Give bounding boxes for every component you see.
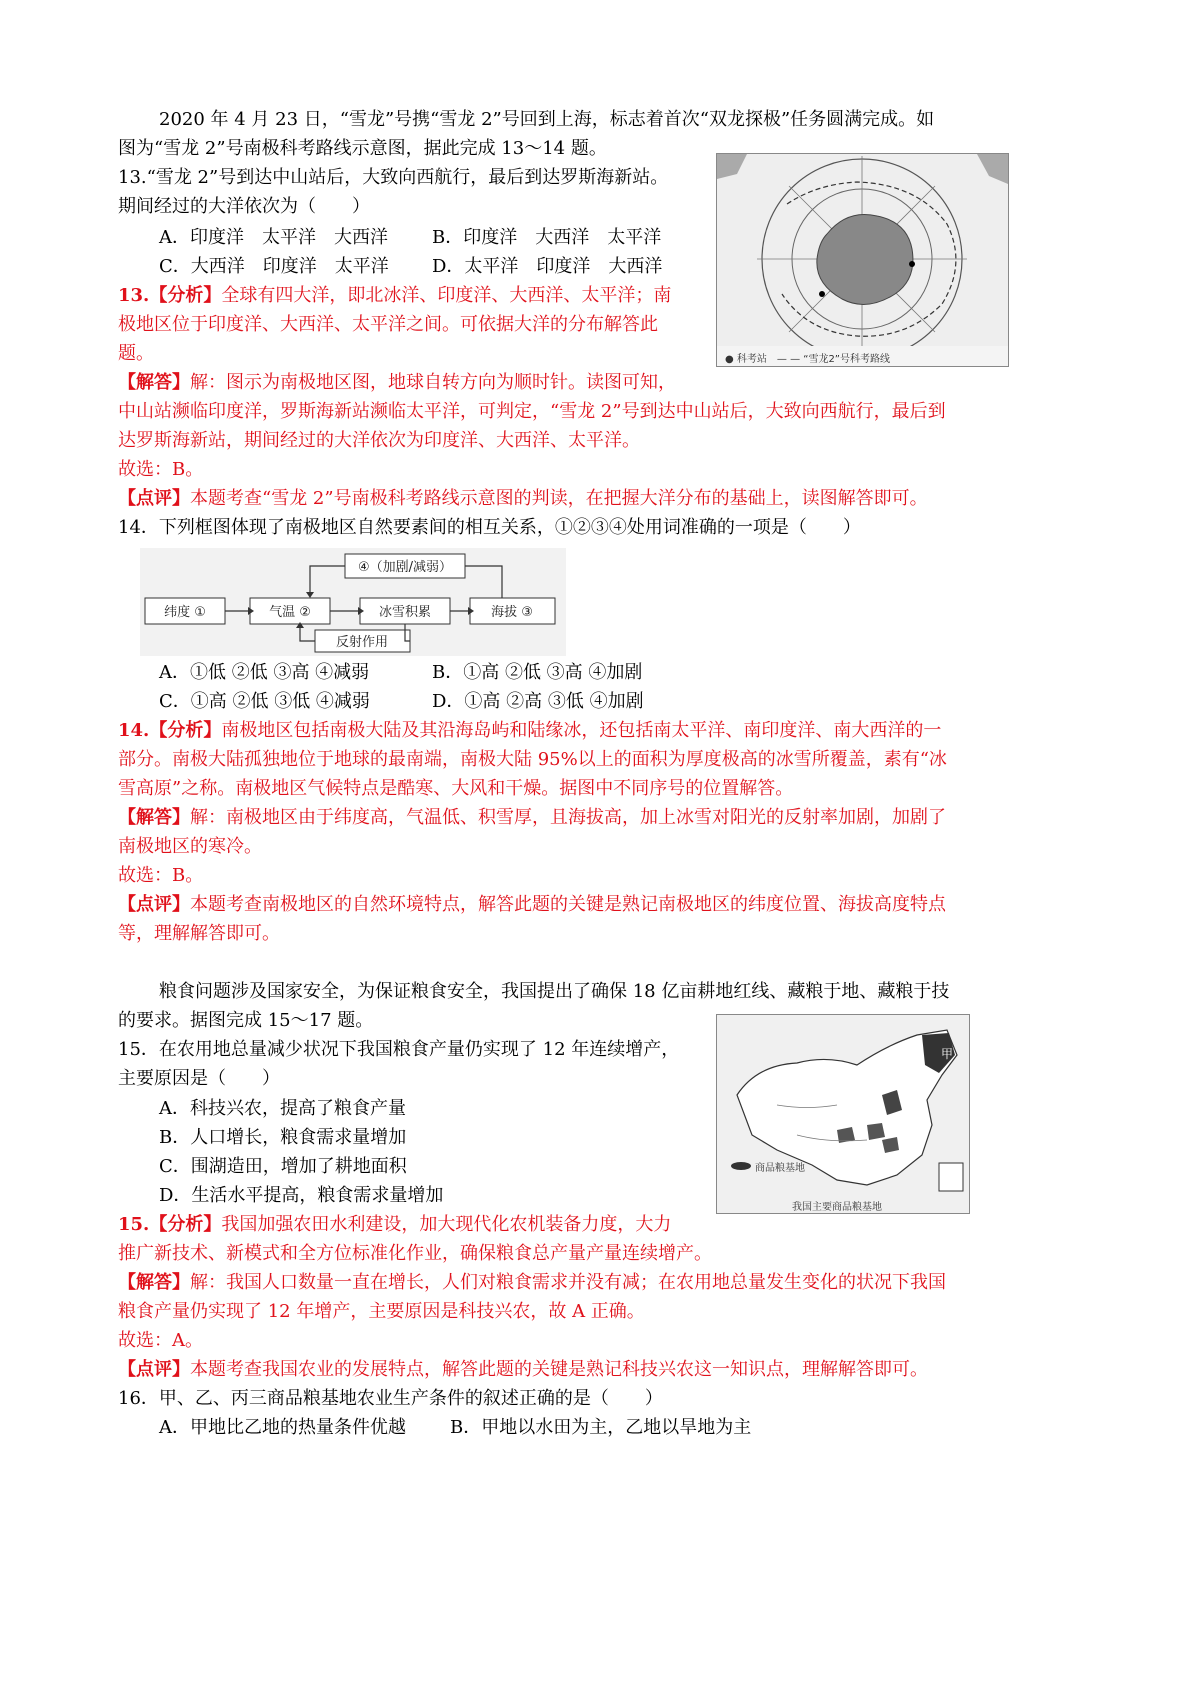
analysis-text: 14.【分析】南极地区包括南极大陆及其沿海岛屿和陆缘冰，还包括南太平洋、南印度洋、南大西洋的一 (118, 720, 942, 741)
answer-tag: 【解答】 (118, 1272, 190, 1293)
diagram-box-latitude: 纬度 ① (164, 605, 206, 620)
review-text: 【点评】本题考查“雪龙 2”号南极科考路线示意图的判读，在把握大洋分布的基础上，读图解答即可。 (118, 488, 928, 509)
intro-text: 的要求。据图完成 15～17 题。 (118, 1010, 374, 1031)
china-grain-base-map (716, 1014, 970, 1214)
analysis-tag: 13.【分析】 (118, 285, 222, 306)
analysis-text: 13.【分析】全球有四大洋，即北冰洋、印度洋、大西洋、太平洋；南 (118, 285, 672, 306)
option-c: C．围湖造田，增加了耕地面积 (159, 1156, 407, 1177)
diagram-box-ice: 冰雪积累 (378, 605, 432, 620)
option-b: B．①高 ②低 ③高 ④加剧 (432, 662, 643, 683)
intro-text: 图为“雪龙 2”号南极科考路线示意图，据此完成 13～14 题。 (118, 138, 607, 159)
diagram-feedback-label: 反射作用 (335, 635, 389, 650)
china-map-graphic (717, 1015, 969, 1213)
option-d: D．太平洋 印度洋 大西洋 (432, 256, 663, 277)
analysis-text: 题。 (118, 343, 154, 364)
map-legend: 商品粮基地 (755, 1163, 805, 1174)
answer-tag: 【解答】 (118, 807, 190, 828)
question-stem: 13.“雪龙 2”号到达中山站后，大致向西航行，最后到达罗斯海新站。 (118, 167, 669, 188)
choice-text: 故选：B。 (118, 459, 204, 480)
question-stem: 16．甲、乙、丙三商品粮基地农业生产条件的叙述正确的是（ ） (118, 1388, 663, 1409)
option-c: C．大西洋 印度洋 太平洋 (159, 256, 389, 277)
map-caption: 我国主要商品粮基地 (792, 1202, 882, 1213)
answer-text: 达罗斯海新站，期间经过的大洋依次为印度洋、大西洋、太平洋。 (118, 430, 640, 451)
map-legend: ● 科考站 — — “雪龙2”号科考路线 (725, 354, 890, 365)
analysis-tag: 14.【分析】 (118, 720, 222, 741)
option-d: D．①高 ②高 ③低 ④加剧 (432, 691, 644, 712)
option-a: A．①低 ②低 ③高 ④减弱 (159, 662, 370, 683)
option-b: B．印度洋 大西洋 太平洋 (432, 227, 662, 248)
option-b: B．甲地以水田为主，乙地以旱地为主 (450, 1417, 752, 1438)
answer-text: 【解答】解：图示为南极地区图，地球自转方向为顺时针。读图可知， (118, 372, 676, 393)
analysis-tag: 15.【分析】 (118, 1214, 222, 1235)
answer-text: 【解答】解：南极地区由于纬度高，气温低、积雪厚，且海拔高，加上冰雪对阳光的反射率加剧，加剧了 (118, 807, 946, 828)
option-c: C．①高 ②低 ③低 ④减弱 (159, 691, 370, 712)
antarctic-map-graphic (717, 154, 1008, 366)
question-stem: 14．下列框图体现了南极地区自然要素间的相互关系，①②③④处用词准确的一项是（ ） (118, 517, 861, 538)
option-b: B．人口增长，粮食需求量增加 (159, 1127, 407, 1148)
question-stem: 主要原因是（ ） (118, 1068, 280, 1089)
answer-text: 南极地区的寒冷。 (118, 836, 262, 857)
review-tag: 【点评】 (118, 894, 190, 915)
analysis-text: 雪高原”之称。南极地区气候特点是酷寒、大风和干燥。据图中不同序号的位置解答。 (118, 778, 794, 799)
diagram-box-altitude: 海拔 ③ (491, 605, 533, 620)
review-tag: 【点评】 (118, 1359, 190, 1380)
answer-text: 中山站濒临印度洋，罗斯海新站濒临太平洋，可判定，“雪龙 2”号到达中山站后，大致向西航行，最后到 (118, 401, 946, 422)
choice-text: 故选：B。 (118, 865, 204, 886)
answer-tag: 【解答】 (118, 372, 190, 393)
diagram-top-label: ④（加剧/减弱） (357, 560, 453, 575)
analysis-text: 部分。南极大陆孤独地位于地球的最南端，南极大陆 95%以上的面积为厚度极高的冰雪所覆盖，素有“冰 (118, 749, 947, 770)
diagram-box-temperature: 气温 ② (269, 605, 311, 620)
flow-diagram-graphic (140, 548, 566, 656)
review-text: 等，理解解答即可。 (118, 923, 280, 944)
analysis-text: 15.【分析】我国加强农田水利建设，加大现代化农机装备力度，大力 (118, 1214, 672, 1235)
option-a: A．甲地比乙地的热量条件优越 (159, 1417, 406, 1438)
question-stem: 期间经过的大洋依次为（ ） (118, 196, 370, 217)
review-tag: 【点评】 (118, 488, 190, 509)
option-d: D．生活水平提高，粮食需求量增加 (159, 1185, 444, 1206)
option-a: A．印度洋 太平洋 大西洋 (159, 227, 388, 248)
antarctic-route-map (716, 153, 1009, 367)
choice-text: 故选：A。 (118, 1330, 203, 1351)
analysis-text: 推广新技术、新模式和全方位标准化作业，确保粮食总产量产量连续增产。 (118, 1243, 712, 1264)
review-text: 【点评】本题考查南极地区的自然环境特点，解答此题的关键是熟记南极地区的纬度位置、海拔高度特点 (118, 894, 946, 915)
answer-text: 粮食产量仍实现了 12 年增产，主要原因是科技兴农，故 A 正确。 (118, 1301, 645, 1322)
review-text: 【点评】本题考查我国农业的发展特点，解答此题的关键是熟记科技兴农这一知识点，理解解答即可。 (118, 1359, 928, 1380)
option-a: A．科技兴农，提高了粮食产量 (159, 1098, 406, 1119)
map-label-jia: 甲 (941, 1047, 954, 1061)
question-stem: 15．在农用地总量减少状况下我国粮食产量仍实现了 12 年连续增产， (118, 1039, 680, 1060)
intro-text: 2020 年 4 月 23 日，“雪龙”号携“雪龙 2”号回到上海，标志着首次“双龙探极”任务圆满完成。如 (159, 109, 935, 130)
answer-text: 【解答】解：我国人口数量一直在增长，人们对粮食需求并没有减；在农用地总量发生变化的状况下我国 (118, 1272, 946, 1293)
flow-diagram (140, 548, 566, 656)
intro-text: 粮食问题涉及国家安全，为保证粮食安全，我国提出了确保 18 亿亩耕地红线、藏粮于地、藏粮于技 (159, 981, 950, 1002)
analysis-text: 极地区位于印度洋、大西洋、太平洋之间。可依据大洋的分布解答此 (118, 314, 658, 335)
